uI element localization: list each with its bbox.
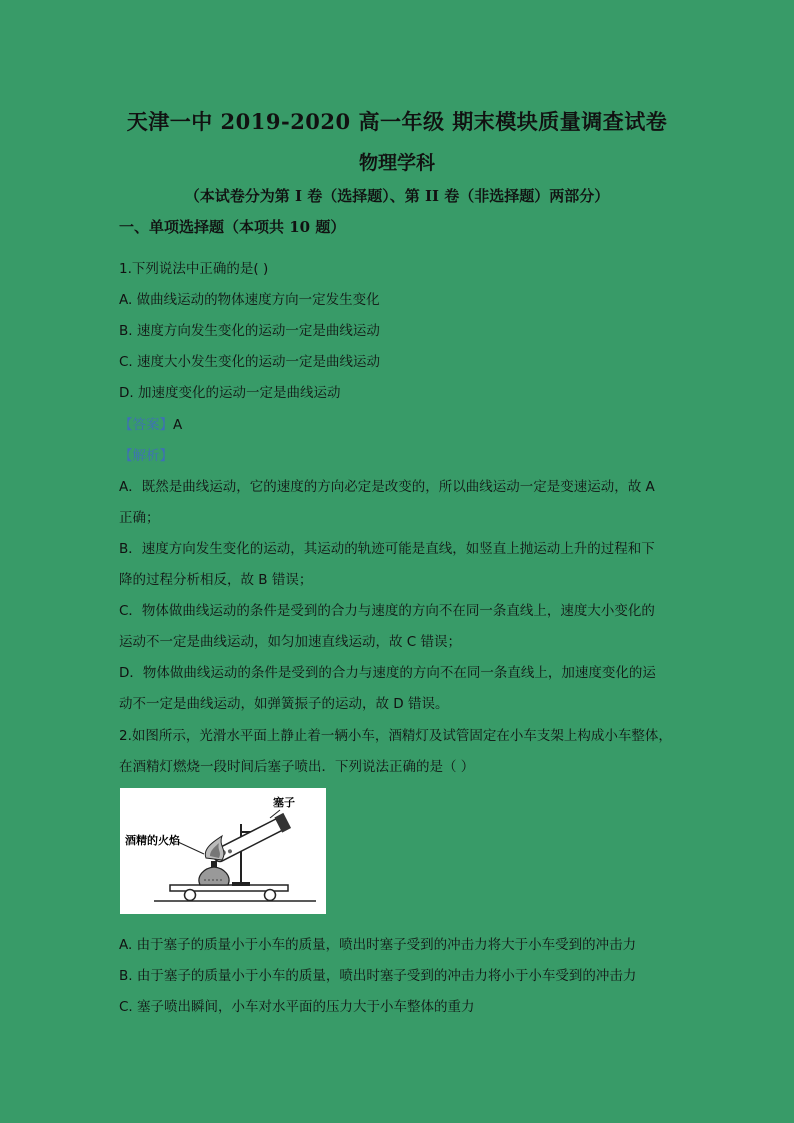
analysis-line: B．速度方向发生变化的运动，其运动的轨迹可能是直线，如竖直上抛运动上升的过程和下 [119, 541, 655, 557]
cart-experiment-figure [120, 788, 326, 914]
question-1-option-d: D. 加速度变化的运动一定是曲线运动 [119, 385, 341, 401]
question-2-option-a: A. 由于塞子的质量小于小车的质量，喷出时塞子受到的冲击力将大于小车受到的冲击力 [119, 937, 637, 953]
exam-title: 天津一中 2019-2020 高一年级 期末模块质量调查试卷 [126, 109, 668, 134]
analysis-line: C．物体做曲线运动的条件是受到的合力与速度的方向不在同一条直线上，速度大小变化的 [119, 603, 655, 619]
analysis-line: 运动不一定是曲线运动，如匀加速直线运动，故 C 错误； [119, 634, 462, 650]
question-1-option-b: B. 速度方向发生变化的运动一定是曲线运动 [119, 323, 380, 339]
analysis-tag: 【解析】 [119, 448, 173, 464]
answer-tag: 【答案】 [119, 417, 173, 433]
analysis-line: D．物体做曲线运动的条件是受到的合力与速度的方向不在同一条直线上，加速度变化的运 [119, 665, 656, 681]
analysis-line: 正确； [119, 510, 160, 526]
stopper-label: 塞子 [273, 796, 295, 809]
analysis-line: 动不一定是曲线运动，如弹簧振子的运动，故 D 错误。 [119, 696, 449, 712]
question-2-stem: 在酒精灯燃烧一段时间后塞子喷出．下列说法正确的是（ ） [119, 759, 475, 775]
analysis-line: 降的过程分析相反，故 B 错误； [119, 572, 313, 588]
cart-diagram [120, 788, 326, 914]
answer-value: A [173, 417, 183, 433]
flame-label: 酒精的火焰 [125, 834, 180, 847]
exam-note: （本试卷分为第 I 卷（选择题）、第 II 卷（非选择题）两部分） [184, 187, 610, 205]
analysis-line: A．既然是曲线运动，它的速度的方向必定是改变的，所以曲线运动一定是变速运动，故 A [119, 479, 655, 495]
question-1-option-c: C. 速度大小发生变化的运动一定是曲线运动 [119, 354, 381, 370]
question-1-option-a: A. 做曲线运动的物体速度方向一定发生变化 [119, 292, 380, 308]
answer-line [119, 413, 182, 433]
subject-title: 物理学科 [358, 152, 435, 174]
section-heading: 一、单项选择题（本项共 10 题） [119, 218, 346, 236]
question-2-option-c: C. 塞子喷出瞬间，小车对水平面的压力大于小车整体的重力 [119, 999, 475, 1015]
question-2-stem: 2.如图所示，光滑水平面上静止着一辆小车，酒精灯及试管固定在小车支架上构成小车整体， [119, 728, 672, 744]
question-2-option-b: B. 由于塞子的质量小于小车的质量，喷出时塞子受到的冲击力将小于小车受到的冲击力 [119, 968, 637, 984]
question-1-stem: 1.下列说法中正确的是( ) [119, 261, 269, 277]
